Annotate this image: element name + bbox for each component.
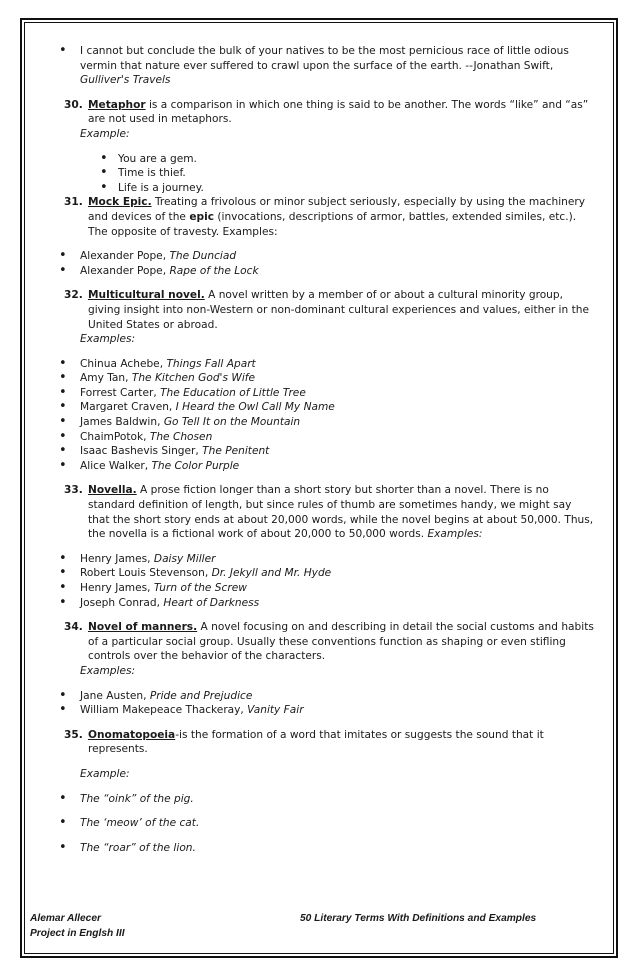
footer-project: Project in Englsh III [30, 928, 125, 939]
term-32-work-7 [34, 444, 594, 459]
term-33 [34, 483, 594, 541]
work-author: Alexander Pope, [80, 264, 170, 277]
work-title: Rape of the Lock [169, 264, 259, 277]
work-author: Henry James, [80, 582, 154, 594]
work-author: William Makepeace Thackeray, [80, 704, 248, 717]
work-title: Heart of Darkness [163, 596, 260, 609]
term-35-example-2: • The ‘meow’ of the cat. [34, 816, 594, 831]
term-30 [34, 98, 594, 127]
work-title: The Kitchen God's Wife [131, 372, 256, 385]
term-33-work-2 [34, 566, 594, 581]
term-30-name: Metaphor [88, 98, 146, 111]
term-32-work-3 [34, 386, 594, 401]
term-35-example-3: • The “roar” of the lion. [34, 841, 594, 856]
work-author: Chinua Achebe, [80, 357, 167, 370]
intro-quote-bullet [34, 44, 594, 88]
term-34-number: 34. [64, 621, 83, 634]
work-title: I Heard the Owl Call My Name [175, 401, 335, 414]
term-32-works [34, 357, 594, 474]
intro-quote-work: Gulliver's Travels [80, 74, 171, 87]
term-35-definition: -is the formation of a word that imitates or suggests the sound that it represents. [88, 728, 544, 756]
term-31-number: 31. [64, 196, 83, 209]
work-title: The Color Purple [151, 459, 240, 472]
term-32-name: Multicultural novel. [88, 289, 205, 302]
term-34-example-label: Examples: [80, 664, 136, 677]
term-30-number: 30. [64, 98, 83, 111]
term-33-name: Novella. [88, 484, 137, 497]
term-30-example-label: Example: [80, 127, 130, 140]
intro-quote-text: I cannot but conclude the bulk of your natives to be the most pernicious race of little odious vermin that nature ever suffered to crawl upon the surface of the earth. --Jonathan Swift, [80, 45, 569, 72]
work-title: Go Tell It on the Mountain [163, 416, 301, 429]
work-author: Forrest Carter, [80, 386, 161, 399]
term-33-number: 33. [64, 484, 83, 497]
term-32-work-4 [34, 400, 594, 415]
work-author: Joseph Conrad, [80, 596, 164, 609]
term-31 [34, 195, 594, 239]
work-author: Amy Tan, [80, 372, 132, 385]
term-31-name: Mock Epic. [88, 196, 152, 209]
term-31-works [34, 249, 594, 278]
work-title: Vanity Fair [247, 704, 304, 717]
term-32-work-1 [34, 357, 594, 372]
term-32-work-8 [34, 459, 594, 474]
term-31-definition-bold: epic [189, 210, 215, 223]
term-32-number: 32. [64, 289, 83, 302]
work-author: Margaret Craven, [80, 401, 176, 414]
term-34-work-1 [34, 689, 594, 704]
work-author: Henry James, [80, 552, 154, 565]
work-title: Dr. Jekyll and Mr. Hyde [211, 567, 332, 580]
work-author: ChaimPotok, [80, 430, 150, 443]
term-31-work-2 [34, 264, 594, 279]
term-30-example-2: • Time is thief. [34, 166, 594, 181]
term-34 [34, 620, 594, 664]
term-32 [34, 288, 594, 332]
term-31-definition-b: (invocations, descriptions of armor, battles, extended similes, etc.). The opposite of travesty. Examples: [88, 210, 577, 238]
term-34-definition: A novel focusing on and describing in detail the social customs and habits of a particular social group. Usually these conventions function as shaping or even stifling controls over the behavior of the characters. [88, 621, 594, 663]
work-author: Jane Austen, [80, 689, 150, 702]
term-30-definition: is a comparison in which one thing is said to be another. The words “like” and “as” are not used in metaphors. [88, 98, 589, 126]
term-33-work-4 [34, 596, 594, 611]
work-title: The Education of Little Tree [160, 386, 306, 399]
term-35 [34, 728, 594, 757]
footer-document-title: 50 Literary Terms With Definitions and Examples [300, 913, 537, 924]
term-32-work-5 [34, 415, 594, 430]
work-author: Isaac Bashevis Singer, [80, 445, 203, 458]
work-title: Daisy Miller [153, 552, 216, 565]
term-33-definition: A prose fiction longer than a short story but shorter than a novel. There is no standard definition of length, but since rules of thumb are sometimes handy, we might say that the short story ends at about 20,000 words, while the novel begins at about 50,000. Thus, the novella is a fictional work of about 20,000 to 50,000 words. [88, 484, 594, 541]
term-35-example-1: • The “oink” of the pig. [34, 792, 594, 807]
term-32-work-6 [34, 430, 594, 445]
term-35-number: 35. [64, 728, 83, 741]
work-author: James Baldwin, [80, 416, 164, 429]
page-footer [30, 911, 590, 941]
term-33-example-label: Examples: [427, 528, 483, 541]
term-35-name: Onomatopoeia [88, 728, 176, 741]
work-title: Things Fall Apart [166, 357, 256, 370]
term-34-work-2 [34, 703, 594, 718]
footer-author: Alemar Allecer [30, 913, 101, 924]
term-34-name: Novel of manners. [88, 621, 198, 634]
term-30-example-1: • You are a gem. [34, 152, 594, 167]
work-title: Pride and Prejudice [149, 689, 253, 702]
work-author: Alice Walker, [80, 459, 152, 472]
term-33-work-3 [34, 581, 594, 596]
work-author: Alexander Pope, [80, 250, 170, 263]
term-30-example-3: • Life is a journey. [34, 181, 594, 196]
page-content [34, 44, 594, 855]
work-title: The Chosen [149, 430, 213, 443]
term-32-example-label: Examples: [80, 333, 136, 346]
work-title: The Dunciad [169, 250, 237, 263]
term-33-works [34, 552, 594, 610]
work-title: Turn of the Screw [153, 582, 247, 594]
work-title: The Penitent [202, 445, 270, 458]
term-32-definition: A novel written by a member of or about a cultural minority group, giving insight into non-Western or non-dominant cultural experiences and values, either in the United States or abroad. [88, 289, 589, 331]
term-32-work-2 [34, 371, 594, 386]
term-31-work-1 [34, 249, 594, 264]
term-33-work-1 [34, 552, 594, 567]
term-35-example-label: Example: [80, 767, 130, 780]
term-34-works [34, 689, 594, 718]
work-author: Robert Louis Stevenson, [80, 567, 212, 580]
term-31-definition-a: Treating a frivolous or minor subject seriously, especially by using the machinery and devices of the [88, 196, 586, 223]
